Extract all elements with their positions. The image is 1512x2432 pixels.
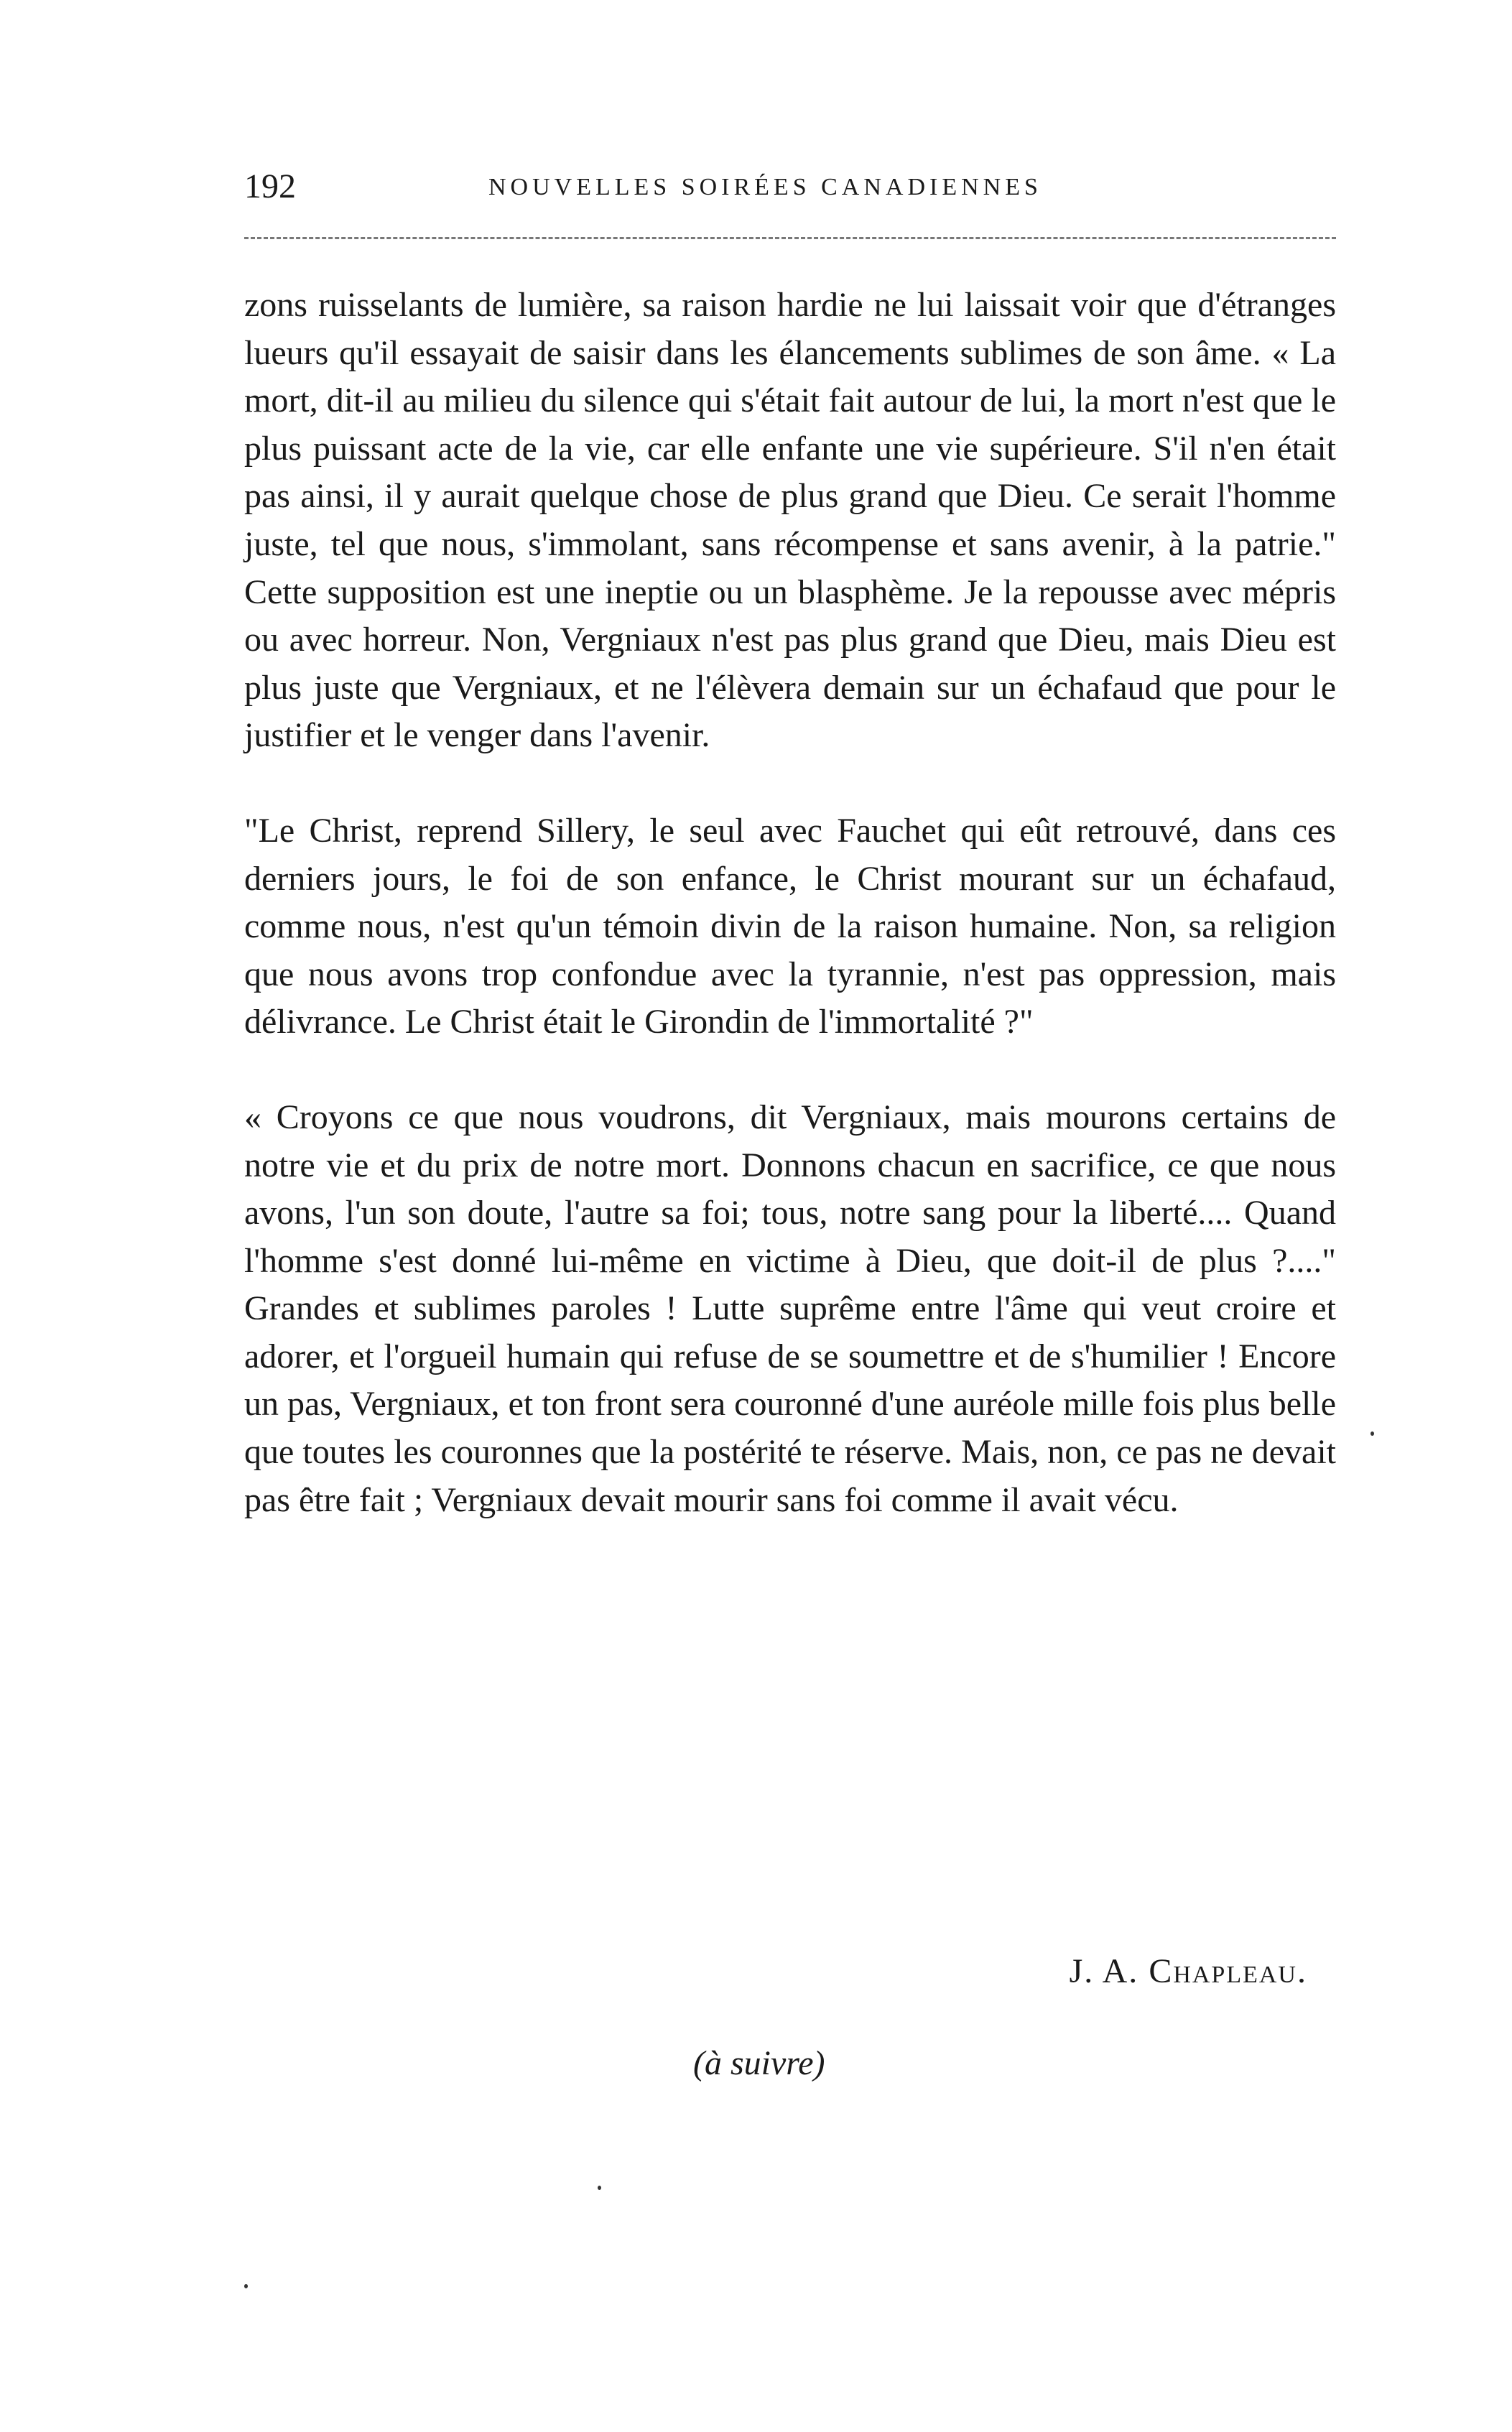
author-surname: Chapleau. [1149,1952,1307,1990]
print-speck [1370,1431,1374,1436]
header-rule [244,237,1336,239]
running-title: NOUVELLES SOIRÉES CANADIENNES [488,174,1042,200]
continuation-note: (à suivre) [693,2044,825,2082]
body-text [244,282,1336,1524]
paragraph-2: "Le Christ, reprend Sillery, le seul avec Fauchet qui eût retrouvé, dans ces derniers jours, le foi de son enfance, le Christ mourant sur un échafaud, comme nous, n'est qu'un témoin divin de la raison humaine. Non, sa religion que nous avons trop confondue avec la tyrannie, n'est pas oppression, mais délivrance. Le Christ était le Girondin de l'immortalité ?" [244,811,1336,1041]
paragraph-3: « Croyons ce que nous voudrons, dit Vergniaux, mais mourons certains de notre vie et du prix de notre mort. Donnons chacun en sacrifice, ce que nous avons, l'un son doute, l'autre sa foi; tous, notre sang pour la liberté.... Quand l'homme s'est donné lui-même en victime à Dieu, que doit-il de plus ?...." Grandes et sublimes paroles ! Lutte suprême entre l'âme qui veut croire et adorer, et l'orgueil humain qui refuse de se soumettre et de s'humilier ! Encore un pas, Vergniaux, et ton front sera couronné d'une auréole mille fois plus belle que toutes les couronnes que la postérité te réserve. Mais, non, ce pas ne devait pas être fait ; Vergniaux devait mourir sans foi comme il avait vécu. [244,1097,1336,1519]
print-speck [244,2284,248,2288]
author-signature [1070,1948,1307,1995]
print-speck [598,2186,601,2190]
page-number: 192 [244,167,296,205]
page-header [244,165,1336,215]
author-initials: J. A. [1069,1952,1139,1990]
paragraph-1: zons ruisselants de lumière, sa raison hardie ne lui laissait voir que d'étranges lueurs qu'il essayait de saisir dans les élancements sublimes de son âme. « La mort, dit-il au milieu du silence qui s'était fait autour de lui, la mort n'est que le plus puissant acte de la vie, car elle enfante une vie supérieure. S'il n'en était pas ainsi, il y aurait quelque chose de plus grand que Dieu. Ce serait l'homme juste, tel que nous, s'immolant, sans récompense et sans avenir, à la patrie." Cette supposition est une ineptie ou un blasphème. Je la repousse avec mépris ou avec horreur. Non, Vergniaux n'est pas plus grand que Dieu, mais Dieu est plus juste que Vergniaux, et ne l'élèvera demain sur un échafaud que pour le justifier et le venger dans l'avenir. [244,286,1336,755]
